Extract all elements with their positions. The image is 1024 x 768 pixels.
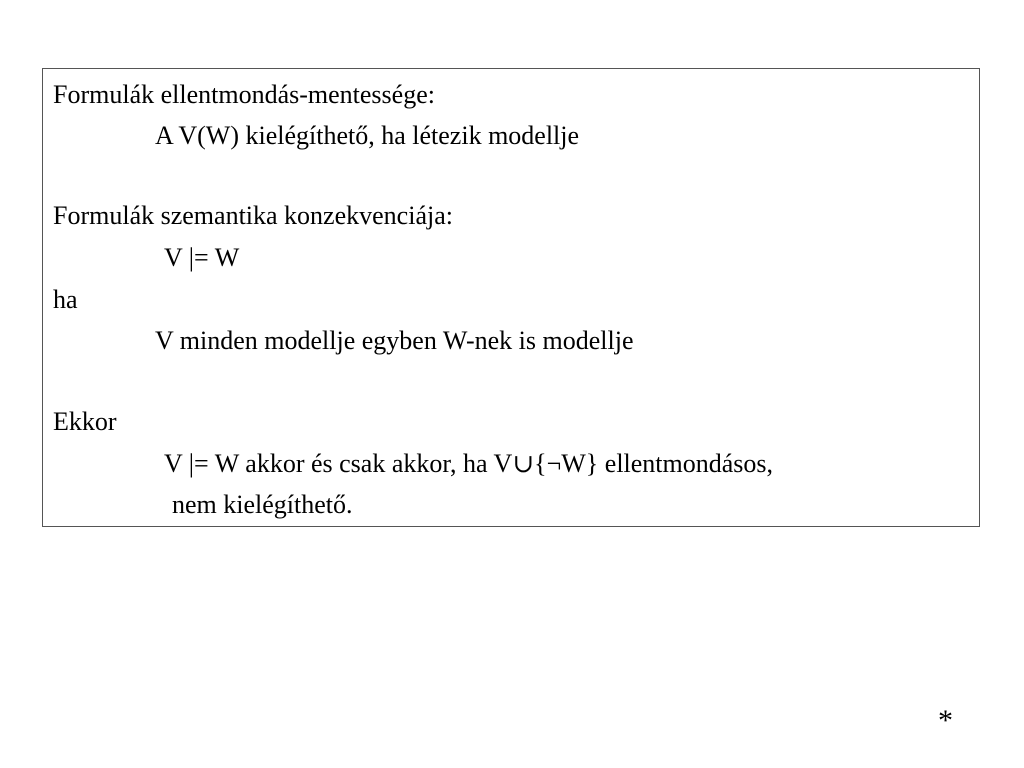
- theorem-line-1: V |= W akkor és csak akkor, ha V∪{¬W} ellentmondásos,: [164, 449, 774, 478]
- heading-ekkor: Ekkor: [53, 407, 117, 436]
- theorem-line-2: nem kielégíthető.: [172, 490, 353, 519]
- heading-consistency: Formulák ellentmondás-mentessége:: [53, 80, 435, 109]
- heading-semantic-consequence: Formulák szemantika konzekvenciája:: [53, 201, 453, 230]
- ha-line: ha: [53, 285, 78, 314]
- entailment-definition: V minden modellje egyben W-nek is modellje: [155, 326, 634, 355]
- entailment-formula: V |= W: [164, 243, 240, 272]
- consistency-definition: A V(W) kielégíthető, ha létezik modellje: [155, 121, 580, 150]
- footer-asterisk: *: [938, 704, 953, 737]
